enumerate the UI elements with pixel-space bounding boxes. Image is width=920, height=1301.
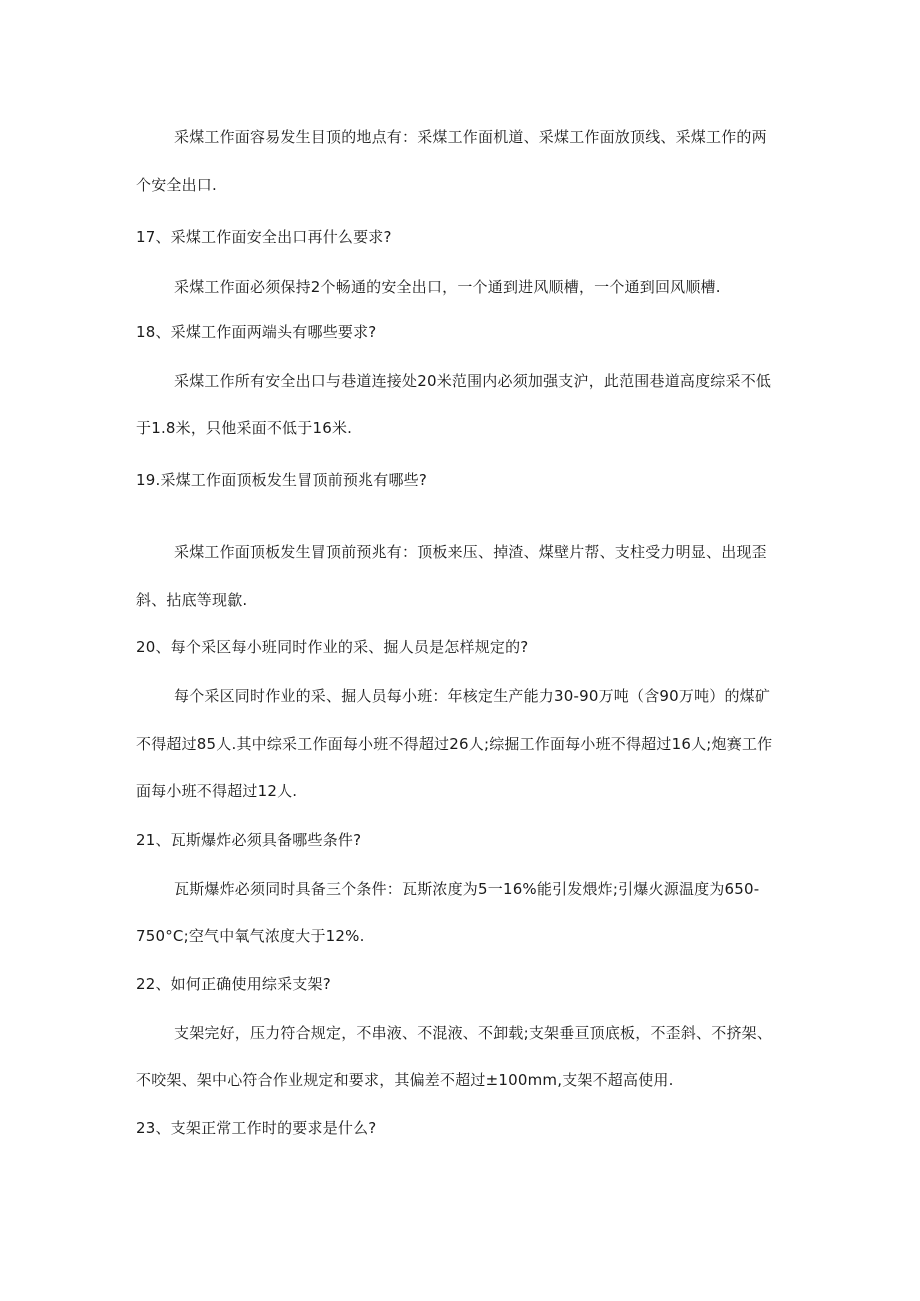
- question-17: 17、采煤工作面安全出口再什么要求?: [136, 228, 392, 246]
- answer-19-line-1: 采煤工作面顶板发生冒顶前预兆有：顶板来压、掉渣、煤壁片帮、支柱受力明显、出现歪: [174, 543, 767, 561]
- answer-21-line-2: 750°C;空气中氧气浓度大于12%.: [136, 927, 365, 945]
- question-23: 23、支架正常工作时的要求是什么?: [136, 1119, 377, 1137]
- question-20: 20、每个采区每小班同时作业的采、掘人员是怎样规定的?: [136, 638, 529, 656]
- answer-22-line-1: 支架完好，压力符合规定，不串液、不混液、不卸载;支架垂亘顶底板，不歪斜、不挤架、: [174, 1024, 773, 1042]
- answer-19-line-2: 斜、拈底等现歙.: [136, 591, 248, 609]
- answer-17: 采煤工作面必须保持2个畅通的安全出口，一个通到进风顺槽，一个通到回风顺槽.: [174, 278, 721, 296]
- answer-18-line-2: 于1.8米，只他采面不低于16米.: [136, 419, 353, 437]
- paragraph-roof-fall-locations-line-1: 采煤工作面容易发生目顶的地点有：采煤工作面机道、采煤工作面放顶线、采煤工作的两: [174, 128, 767, 146]
- answer-22-line-2: 不咬架、架中心符合作业规定和要求，其偏差不超过±100mm,支架不超高使用.: [136, 1071, 674, 1089]
- answer-18-line-1: 采煤工作所有安全出口与巷道连接处20米范围内必须加强支沪，此范围巷道高度综采不低: [174, 372, 772, 390]
- question-21: 21、瓦斯爆炸必须具备哪些条件?: [136, 831, 362, 849]
- paragraph-roof-fall-locations-line-2: 个安全出口.: [136, 176, 217, 194]
- answer-20-line-3: 面每小班不得超过12人.: [136, 782, 298, 800]
- answer-20-line-2: 不得超过85人.其中综采工作面每小班不得超过26人;综掘工作面每小班不得超过16人;炮赛工作: [136, 735, 773, 753]
- question-18: 18、采煤工作面两端头有哪些要求?: [136, 323, 377, 341]
- question-19: 19.采煤工作面顶板发生冒顶前预兆有哪些?: [136, 471, 428, 489]
- answer-21-line-1: 瓦斯爆炸必须同时具备三个条件：瓦斯浓度为5一16%能引发煨炸;引爆火源温度为650-: [174, 880, 760, 898]
- question-22: 22、如何正确使用综采支架?: [136, 975, 331, 993]
- answer-20-line-1: 每个采区同时作业的采、掘人员每小班：年核定生产能力30-90万吨（含90万吨）的煤矿: [174, 687, 771, 705]
